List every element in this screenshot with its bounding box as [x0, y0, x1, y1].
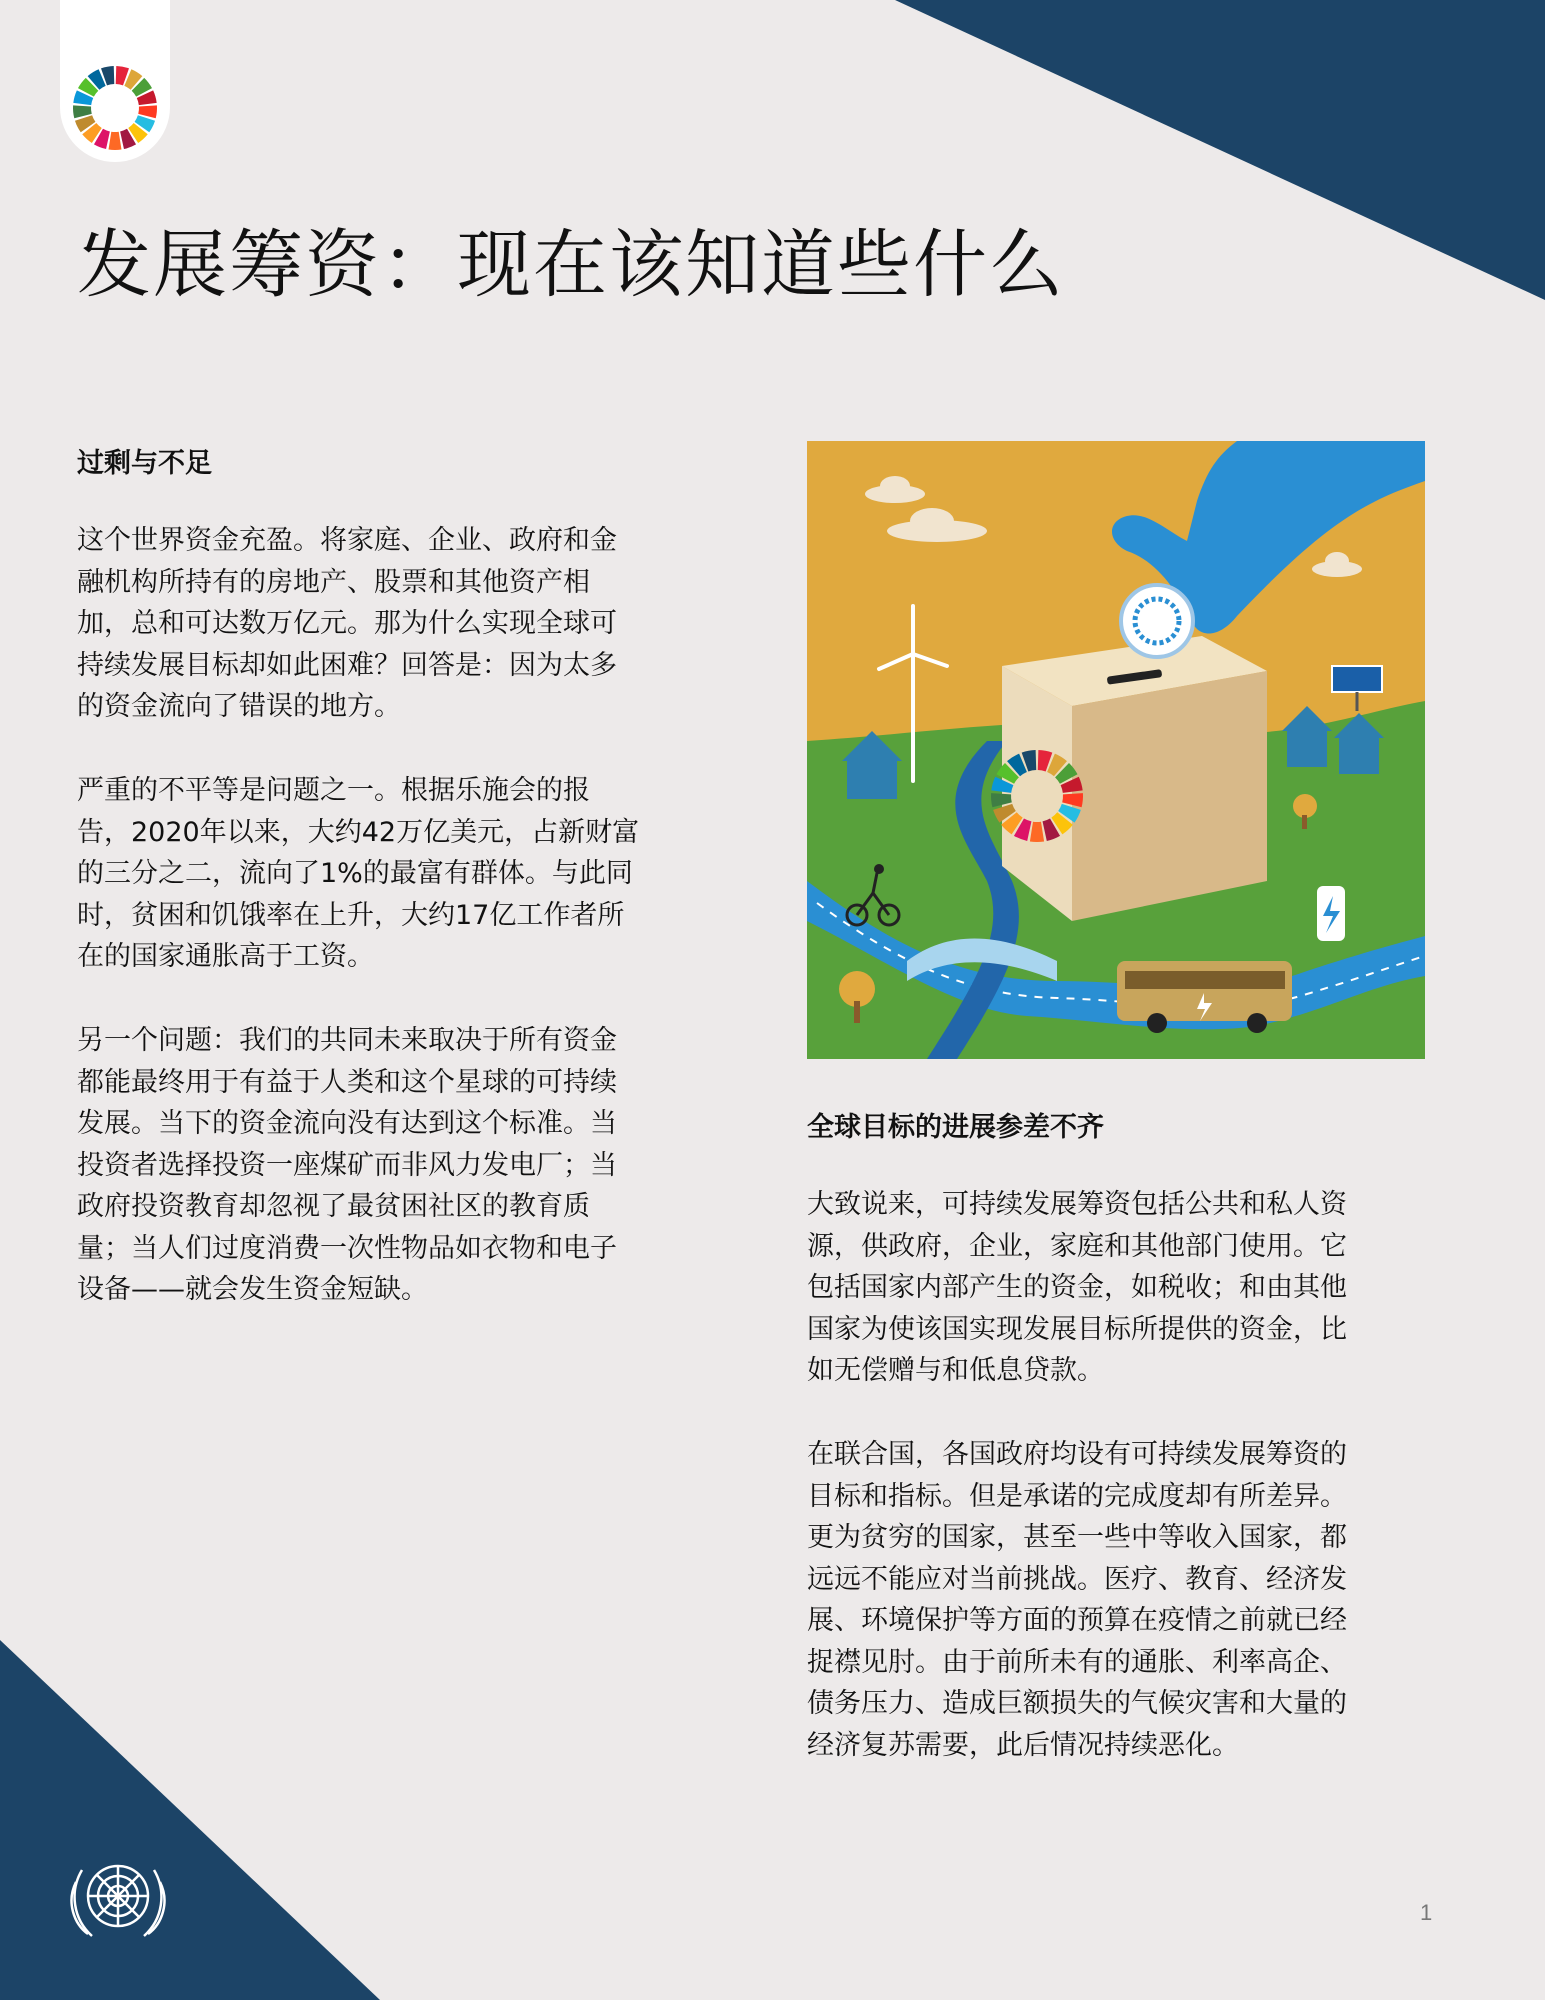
right-paragraph-1: 大致说来，可持续发展筹资包括公共和私人资 源，供政府，企业，家庭和其他部门使用。它 包括国家内部产生的资金，如税收；和由其他 国家为使该国实现发展目标所提供的资金，比 如无偿赠与和低息贷款。 — [807, 1189, 1347, 1386]
un-emblem-icon — [60, 1850, 176, 1950]
left-section-heading: 过剩与不足 — [77, 448, 212, 479]
sdg-wheel-icon — [72, 65, 158, 151]
right-paragraph-2: 在联合国，各国政府均设有可持续发展筹资的 目标和指标。但是承诺的完成度却有所差异。 更为贫穷的国家，甚至一些中等收入国家，都 远远不能应对当前挑战。医疗、教育、经济发 展、环境保护等方面的预算在疫情之前就已经 捉襟见肘。由于前所未有的通胀、利率高企、 债务压力、造成巨额损失的气候灾害和大量的 经济复苏需要，此后情况持续恶化。 — [807, 1439, 1347, 1761]
bottom-left-corner-decoration — [0, 1640, 380, 2000]
page-title: 发展筹资：现在该知道些什么 — [77, 222, 1065, 308]
left-paragraph-1: 这个世界资金充盈。将家庭、企业、政府和金 融机构所持有的房地产、股票和其他资产相 加，总和可达数万亿元。那为什么实现全球可 持续发展目标却如此困难？回答是：因为太多 的资金流向了错误的地方。 — [77, 525, 617, 722]
left-paragraph-3: 另一个问题：我们的共同未来取决于所有资金 都能最终用于有益于人类和这个星球的可持续 发展。当下的资金流向没有达到这个标准。当 投资者选择投资一座煤矿而非风力发电厂；当 政府投资教育却忽视了最贫困社区的教育质 量；当人们过度消费一次性物品如衣物和电子 设备——就会发生资金短缺。 — [77, 1025, 617, 1305]
sdg-logo-tab — [60, 0, 170, 162]
sdg-financing-illustration — [807, 441, 1425, 1059]
page-number: 1 — [1420, 1900, 1433, 1925]
left-paragraph-2: 严重的不平等是问题之一。根据乐施会的报 告，2020年以来，大约42万亿美元，占新财富 的三分之二，流向了1%的最富有群体。与此同 时，贫困和饥饿率在上升，大约17亿工作者所 在的国家通胀高于工资。 — [77, 775, 640, 972]
right-section-heading: 全球目标的进展参差不齐 — [807, 1112, 1104, 1143]
sdg-wheel-segment — [109, 132, 122, 150]
